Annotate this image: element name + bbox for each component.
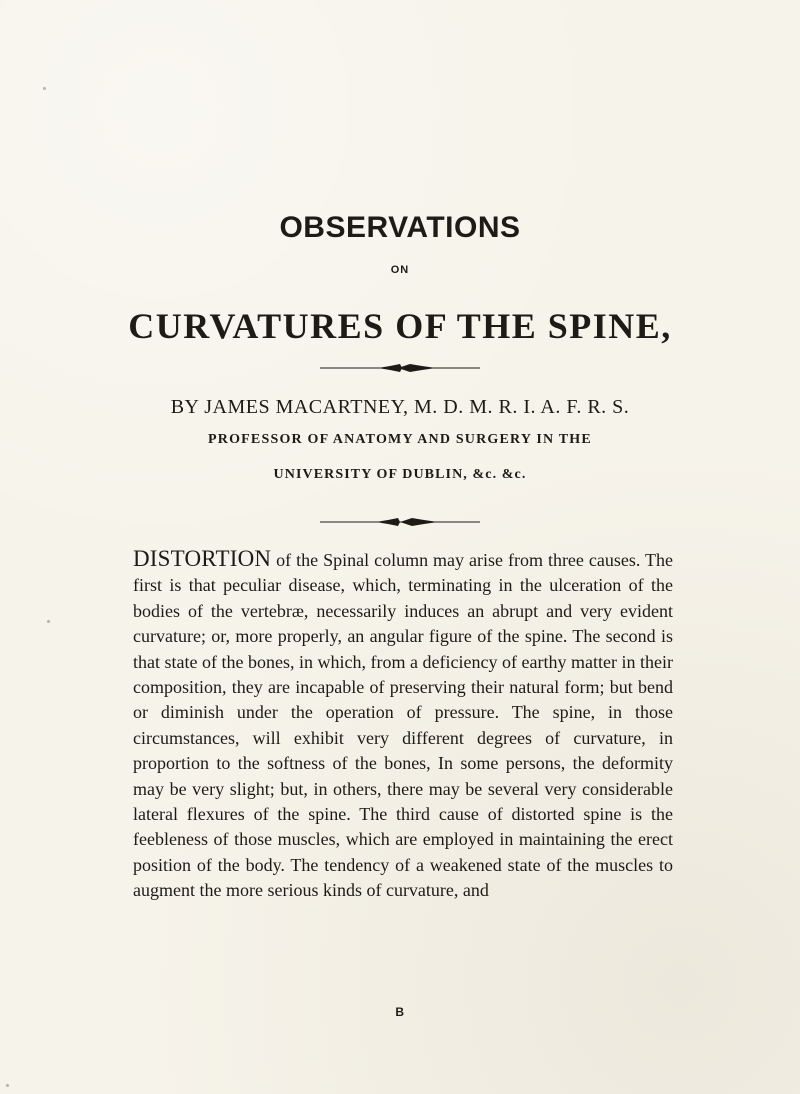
body-paragraph (133, 546, 673, 904)
document-subtitle: CURVATURES OF THE SPINE, (128, 306, 672, 346)
ornamental-rule-bottom (320, 517, 480, 527)
document-title: OBSERVATIONS (279, 211, 521, 244)
author-affiliation-line-2: UNIVERSITY OF DUBLIN, &c. &c. (273, 467, 527, 482)
ornamental-rule-top (320, 363, 480, 373)
paper-speck (6, 1084, 9, 1087)
paper-speck (47, 620, 50, 623)
paragraph-text (133, 546, 673, 904)
title-connector: ON (390, 264, 410, 276)
paragraph-body: of the Spinal column may arise from three causes. The first is that peculiar disease, which, terminating in the ulceration of the bodies of the vertebræ, necessarily induces an abrupt and very evident curvature; or, more properly, an angular figure of the spine. The second is that state of the bones, in which, from a deficiency of earthy matter in their composition, they are incapable of preserving their natural form; but bend or diminish under the operation of pressure. The spine, in those circumstances, will exhibit very different degrees of curvature, in proportion to the softness of the bones, In some persons, the deformity may be very slight; but, in others, there may be several very considerable lateral flexures of the spine. The third cause of distorted spine is the feebleness of those muscles, which are employed in maintaining the erect position of the body. The tendency of a weakened state of the muscles to augment the more serious kinds of curvature, and (133, 550, 673, 901)
signature-mark: B (395, 1005, 405, 1019)
author-line: BY JAMES MACARTNEY, M. D. M. R. I. A. F. R. S. (170, 396, 630, 418)
lead-word: DISTORTION (133, 546, 272, 571)
author-affiliation-line-1: PROFESSOR OF ANATOMY AND SURGERY IN THE (208, 432, 592, 447)
paper-speck (43, 87, 46, 90)
